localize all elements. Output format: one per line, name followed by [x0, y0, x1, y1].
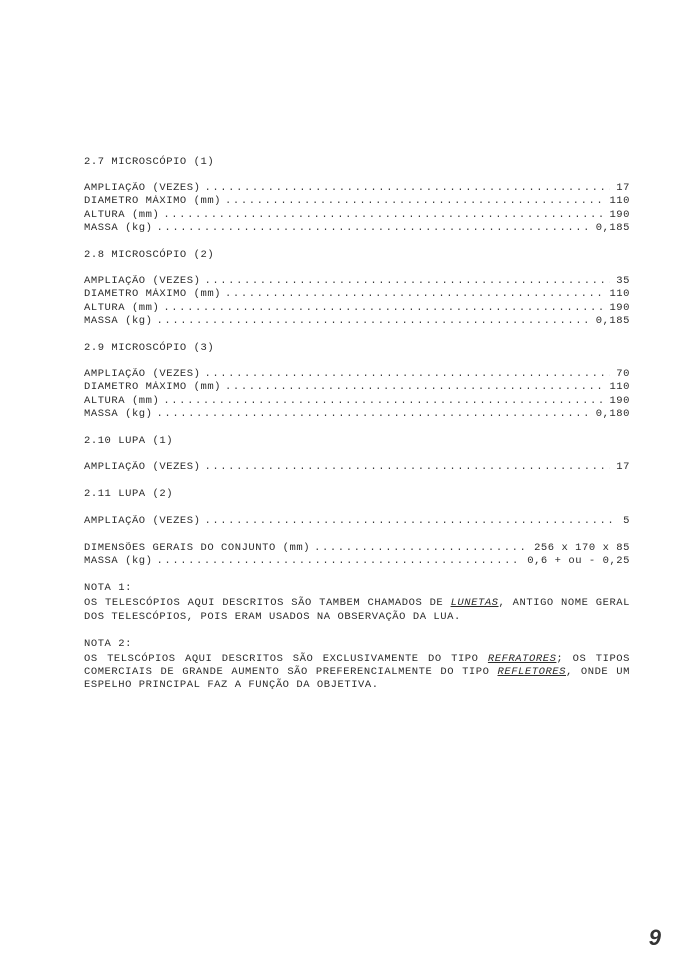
dot-leader [314, 542, 528, 555]
note-text-part: , ANTIGO NOME GERAL DOS TELESCÓPIOS, POIS ERAM USADOS NA OBSERVAÇÃO DA LUA. [84, 597, 630, 623]
spec-row [84, 275, 630, 288]
spec-row [84, 515, 630, 528]
spec-row [84, 288, 630, 301]
spec-label: MASSA (kg) [84, 555, 153, 568]
note-text-part: ; OS TIPOS COMERCIAIS DE GRANDE AUMENTO SÃO PREFERENCIALMENTE DO TIPO [84, 653, 630, 679]
note-2 [84, 638, 630, 693]
spec-value: 256 x 170 x 85 [534, 541, 630, 554]
spec-row [84, 395, 630, 408]
spec-value: 0,180 [595, 407, 630, 420]
spec-value: 0,6 + ou - 0,25 [527, 555, 630, 568]
note-text [84, 597, 630, 623]
spec-label: ALTURA (mm) [84, 394, 160, 407]
spec-value: 190 [609, 208, 630, 221]
section-title: 2.7 MICROSCÓPIO (1) [84, 156, 215, 168]
spec-row [84, 555, 630, 568]
note-text-part: OS TELSCÓPIOS AQUI DESCRITOS SÃO EXCLUSIVAMENTE DO TIPO [84, 653, 488, 666]
spec-value: 0,185 [595, 314, 630, 327]
dot-leader [204, 182, 610, 195]
page-number: 9 [648, 925, 661, 950]
dot-leader [157, 408, 590, 421]
section-microscopio-2 [84, 249, 630, 328]
spec-label: DIMENSÕES GERAIS DO CONJUNTO (mm) [84, 541, 311, 554]
spec-label: ALTURA (mm) [84, 301, 160, 314]
spec-label: AMPLIAÇÃO (VEZES) [84, 368, 201, 381]
dot-leader [225, 288, 603, 301]
spec-label: AMPLIAÇÃO (VEZES) [84, 514, 201, 527]
spec-label: AMPLIAÇÃO (VEZES) [84, 182, 201, 195]
spec-value: 17 [616, 182, 630, 195]
dot-leader [163, 395, 603, 408]
dot-leader [204, 461, 610, 474]
note-emphasis: REFLETORES [497, 666, 567, 679]
spec-value: 0,185 [595, 221, 630, 234]
section-title: 2.10 LUPA (1) [84, 435, 174, 448]
spec-value: 110 [609, 288, 630, 301]
note-text-part: OS TELESCÓPIOS AQUI DESCRITOS SÃO TAMBEM CHAMADOS DE [84, 597, 451, 610]
section-title: 2.11 LUPA (2) [84, 488, 174, 501]
spec-value: 5 [623, 514, 630, 527]
note-title: NOTA 1: [84, 582, 132, 595]
section-lupa-1 [84, 435, 630, 474]
spec-row [84, 195, 630, 208]
note-emphasis: REFRATORES [487, 653, 557, 666]
spec-value: 110 [609, 195, 630, 208]
spec-label: MASSA (kg) [84, 221, 153, 234]
note-title: NOTA 2: [84, 637, 132, 650]
dot-leader [157, 315, 590, 328]
dot-leader [204, 368, 610, 381]
section-microscopio-3 [84, 342, 630, 421]
spec-label: DIAMETRO MÁXIMO (mm) [84, 195, 222, 208]
note-emphasis: LUNETAS [450, 597, 499, 610]
spec-label: DIAMETRO MÁXIMO (mm) [84, 381, 222, 394]
note-text-part: , ONDE UM ESPELHO PRINCIPAL FAZ A FUNÇÃO DA OBJETIVA. [84, 666, 630, 692]
spec-value: 35 [616, 275, 630, 288]
spec-value: 70 [616, 368, 630, 381]
spec-value: 190 [609, 301, 630, 314]
dot-leader [157, 555, 522, 568]
dot-leader [225, 195, 603, 208]
section-lupa-2 [84, 488, 630, 527]
dot-leader [204, 275, 610, 288]
section-microscopio-1 [84, 156, 630, 235]
spec-value: 17 [616, 461, 630, 474]
dot-leader [163, 302, 603, 315]
spec-row [84, 315, 630, 328]
section-title: 2.9 MICROSCÓPIO (3) [84, 342, 215, 355]
note-text [84, 653, 630, 693]
spec-row [84, 542, 630, 555]
document-body [84, 156, 630, 707]
spec-label: AMPLIAÇÃO (VEZES) [84, 461, 201, 474]
spec-label: ALTURA (mm) [84, 208, 160, 221]
spec-row [84, 222, 630, 235]
spec-row [84, 381, 630, 394]
spec-row [84, 302, 630, 315]
spec-value: 190 [609, 394, 630, 407]
dot-leader [157, 222, 590, 235]
spec-label: MASSA (kg) [84, 314, 153, 327]
dot-leader [225, 381, 603, 394]
spec-row [84, 408, 630, 421]
spec-row [84, 182, 630, 195]
note-1 [84, 582, 630, 624]
spec-label: MASSA (kg) [84, 407, 153, 420]
spec-label: AMPLIAÇÃO (VEZES) [84, 275, 201, 288]
section-general [84, 542, 630, 568]
spec-label: DIAMETRO MÁXIMO (mm) [84, 288, 222, 301]
dot-leader [204, 515, 617, 528]
spec-row [84, 368, 630, 381]
dot-leader [163, 209, 603, 222]
spec-row [84, 461, 630, 474]
spec-value: 110 [609, 381, 630, 394]
spec-row [84, 209, 630, 222]
section-title: 2.8 MICROSCÓPIO (2) [84, 249, 215, 262]
